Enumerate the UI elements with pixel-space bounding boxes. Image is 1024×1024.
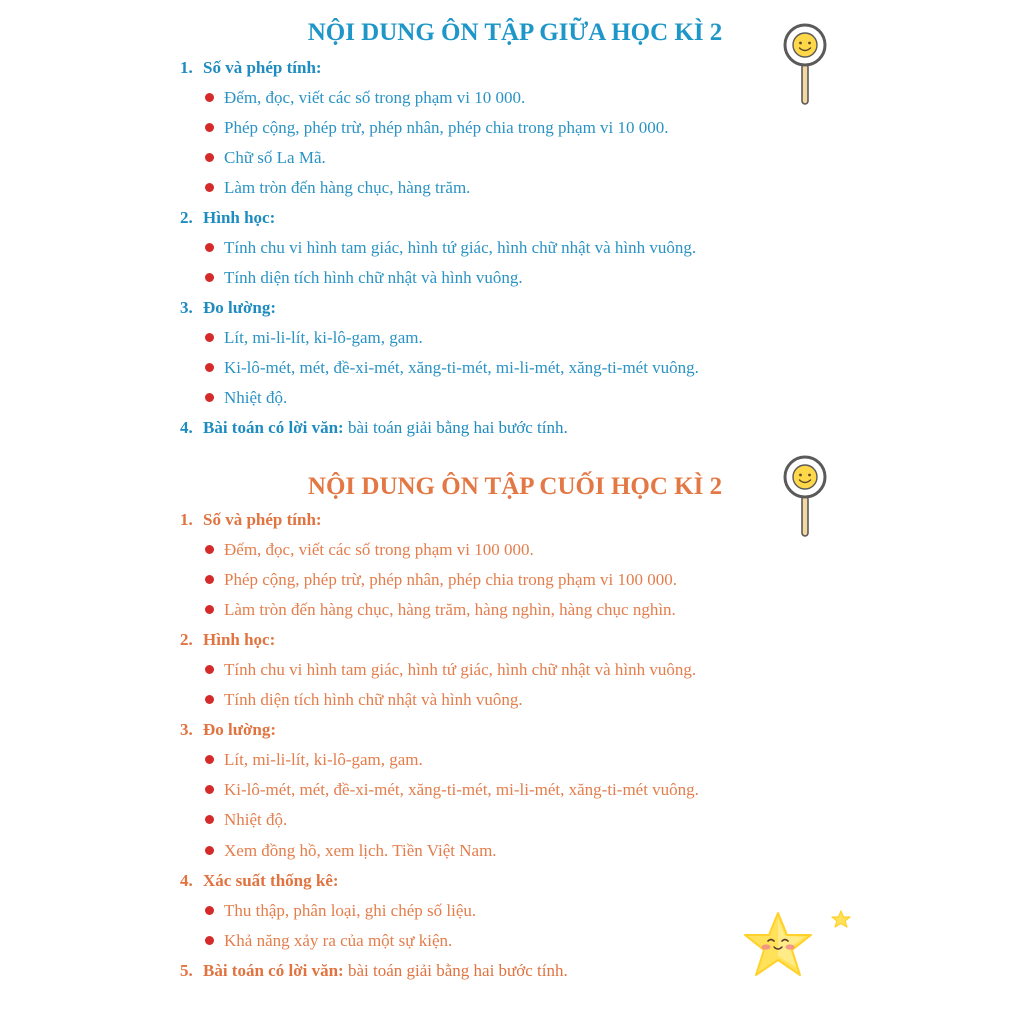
heading-description: bài toán giải bằng hai bước tính. — [343, 418, 568, 437]
list-item-text: Lít, mi-li-lít, ki-lô-gam, gam. — [224, 750, 423, 769]
list-item-text: Tính chu vi hình tam giác, hình tứ giác, hình chữ nhật và hình vuông. — [224, 238, 697, 257]
heading-title: Bài toán có lời văn: — [203, 418, 344, 437]
bullet-icon — [205, 906, 214, 915]
list-item-text: Chữ số La Mã. — [224, 148, 326, 167]
smiley-lollipop-icon — [780, 22, 830, 106]
heading-title: Xác suất thống kê: — [203, 871, 339, 890]
list-item-text: Đếm, đọc, viết các số trong phạm vi 100 000. — [224, 540, 534, 559]
final-heading-measurement — [180, 720, 276, 740]
list-item-text: Phép cộng, phép trừ, phép nhân, phép chia trong phạm vi 10 000. — [224, 118, 669, 137]
list-item-text: Ki-lô-mét, mét, đề-xi-mét, xăng-ti-mét, mi-li-mét, xăng-ti-mét vuông. — [224, 358, 699, 377]
final-heading-statistics — [180, 871, 339, 891]
heading-title: Hình học: — [203, 208, 276, 227]
list-item-text: Đếm, đọc, viết các số trong phạm vi 10 000. — [224, 88, 526, 107]
heading-number: 3. — [180, 720, 193, 739]
midterm-section — [0, 0, 1024, 450]
list-item — [205, 88, 525, 108]
list-item — [205, 148, 326, 168]
bullet-icon — [205, 575, 214, 584]
midterm-heading-geometry — [180, 208, 275, 228]
heading-title: Số và phép tính: — [203, 510, 322, 529]
list-item-text: Thu thập, phân loại, ghi chép số liệu. — [224, 901, 477, 920]
heading-title: Hình học: — [203, 630, 276, 649]
list-item — [205, 570, 677, 590]
bullet-icon — [205, 755, 214, 764]
final-heading-numbers — [180, 510, 322, 530]
list-item-text: Làm tròn đến hàng chục, hàng trăm, hàng nghìn, hàng chục nghìn. — [224, 600, 676, 619]
list-item-text: Ki-lô-mét, mét, đề-xi-mét, xăng-ti-mét, mi-li-mét, xăng-ti-mét vuông. — [224, 780, 699, 799]
bullet-icon — [205, 123, 214, 132]
list-item — [205, 178, 470, 198]
bullet-icon — [205, 393, 214, 402]
star-icon — [735, 905, 855, 985]
list-item — [205, 750, 423, 770]
list-item-text: Lít, mi-li-lít, ki-lô-gam, gam. — [224, 328, 423, 347]
midterm-heading-numbers — [180, 58, 322, 78]
bullet-icon — [205, 936, 214, 945]
list-item-text: Nhiệt độ. — [224, 810, 288, 829]
final-title: NỘI DUNG ÔN TẬP CUỐI HỌC KÌ 2 — [307, 473, 723, 500]
heading-title: Đo lường: — [203, 298, 276, 317]
bullet-icon — [205, 243, 214, 252]
list-item — [205, 268, 523, 288]
final-heading-word-problems — [180, 961, 568, 981]
heading-number: 2. — [180, 208, 193, 227]
list-item-text: Tính diện tích hình chữ nhật và hình vuông. — [224, 690, 523, 709]
heading-title: Số và phép tính: — [203, 58, 322, 77]
bullet-icon — [205, 695, 214, 704]
smiley-lollipop-icon — [780, 454, 830, 538]
list-item — [205, 388, 287, 408]
list-item — [205, 901, 476, 921]
heading-number: 3. — [180, 298, 193, 317]
heading-number: 1. — [180, 510, 193, 529]
heading-number: 5. — [180, 961, 193, 980]
list-item — [205, 358, 699, 378]
midterm-heading-measurement — [180, 298, 276, 318]
list-item — [205, 540, 534, 560]
bullet-icon — [205, 273, 214, 282]
heading-number: 4. — [180, 871, 193, 890]
list-item-text: Tính chu vi hình tam giác, hình tứ giác, hình chữ nhật và hình vuông. — [224, 660, 697, 679]
bullet-icon — [205, 153, 214, 162]
final-section — [0, 460, 1024, 990]
list-item-text: Làm tròn đến hàng chục, hàng trăm. — [224, 178, 471, 197]
heading-title: Đo lường: — [203, 720, 276, 739]
bullet-icon — [205, 785, 214, 794]
bullet-icon — [205, 93, 214, 102]
list-item — [205, 780, 699, 800]
list-item-text: Phép cộng, phép trừ, phép nhân, phép chia trong phạm vi 100 000. — [224, 570, 678, 589]
list-item-text: Xem đồng hồ, xem lịch. Tiền Việt Nam. — [224, 841, 497, 860]
list-item — [205, 600, 676, 620]
bullet-icon — [205, 363, 214, 372]
heading-number: 2. — [180, 630, 193, 649]
list-item — [205, 118, 669, 138]
list-item — [205, 810, 287, 830]
list-item-text: Khả năng xảy ra của một sự kiện. — [224, 931, 453, 950]
heading-number: 1. — [180, 58, 193, 77]
list-item — [205, 931, 452, 951]
list-item — [205, 660, 696, 680]
bullet-icon — [205, 183, 214, 192]
list-item — [205, 238, 696, 258]
final-heading-geometry — [180, 630, 275, 650]
heading-description: bài toán giải bằng hai bước tính. — [343, 961, 568, 980]
list-item — [205, 841, 497, 861]
heading-number: 4. — [180, 418, 193, 437]
bullet-icon — [205, 846, 214, 855]
bullet-icon — [205, 665, 214, 674]
bullet-icon — [205, 545, 214, 554]
midterm-title: NỘI DUNG ÔN TẬP GIỮA HỌC KÌ 2 — [307, 19, 723, 46]
list-item-text: Nhiệt độ. — [224, 388, 288, 407]
midterm-heading-word-problems — [180, 418, 568, 438]
list-item-text: Tính diện tích hình chữ nhật và hình vuông. — [224, 268, 523, 287]
list-item — [205, 690, 523, 710]
list-item — [205, 328, 423, 348]
bullet-icon — [205, 333, 214, 342]
bullet-icon — [205, 605, 214, 614]
heading-title: Bài toán có lời văn: — [203, 961, 344, 980]
bullet-icon — [205, 815, 214, 824]
